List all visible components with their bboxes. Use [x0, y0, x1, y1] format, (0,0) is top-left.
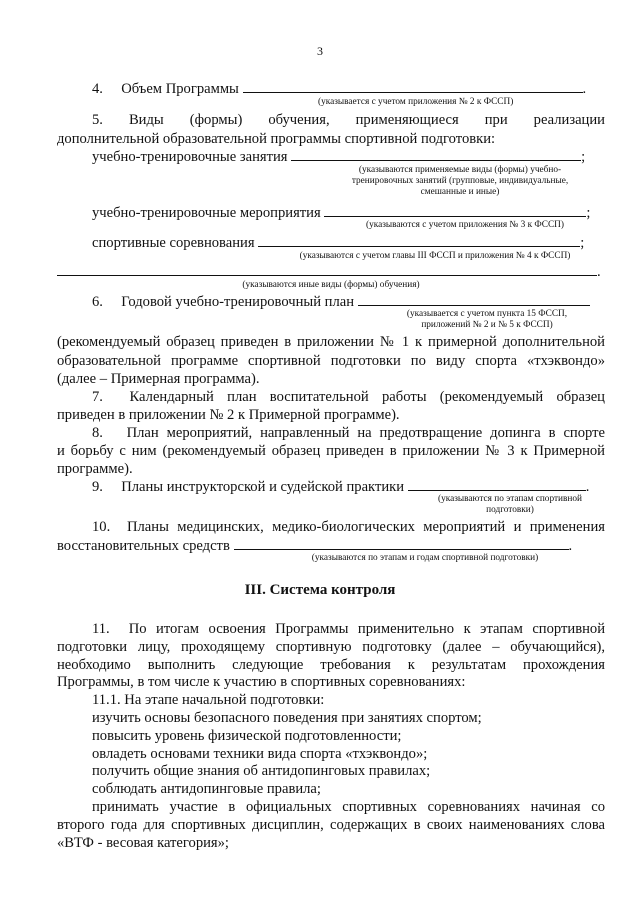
item-5-sub3-caption: (указываются с учетом главы III ФССП и приложения № 4 к ФССП): [299, 251, 571, 261]
item-6-text: 6. Годовой учебно-тренировочный план: [92, 294, 355, 310]
item-5-sub1-caption-2: тренировочных занятий (групповые, индивидуальные,: [351, 176, 569, 186]
item-8-line-1: 8. План мероприятий, направленный на предотвращение допинга в спорте: [92, 425, 605, 441]
item-4-blank[interactable]: [243, 79, 583, 93]
item-9-text: 9. Планы инструкторской и судейской практики: [92, 479, 405, 495]
item-9-blank[interactable]: [408, 477, 586, 491]
requirement-item: повысить уровень физической подготовленности;: [92, 728, 402, 744]
item-6-line-1: (рекомендуемый образец приведен в приложении № 1 к примерной дополнительной: [57, 334, 605, 350]
item-5-sub1-end: ;: [581, 149, 586, 165]
requirement-item: получить общие знания об антидопинговых правилах;: [92, 763, 431, 779]
p11-line-4: Программы, в том числе к участию в спортивных соревнованиях:: [57, 674, 466, 690]
item-5-sub1-text: учебно-тренировочные занятия: [92, 149, 288, 165]
item-6-caption-1: (указывается с учетом пункта 15 ФССП,: [406, 309, 568, 319]
last-req-line-2: второго года для спортивных дисциплин, содержащих в своих наименованиях слова: [57, 817, 605, 833]
item-4-end: .: [582, 81, 587, 97]
item-5-sub3-blank[interactable]: [258, 233, 580, 247]
item-6-line-2: образовательной программе спортивной подготовки по виду спорта «тхэквондо»: [57, 353, 605, 369]
item-4-line: [92, 79, 605, 98]
item-5-sub1-caption-3: смешанные и иные): [420, 187, 500, 197]
page-number: 3: [317, 44, 323, 58]
last-req-line-1: принимать участие в официальных спортивных соревнованиях начиная со: [92, 799, 605, 815]
item-5-line-1: 5. Виды (формы) обучения, применяющиеся при реализации: [92, 112, 605, 128]
item-10-caption: (указываются по этапам и годам спортивной подготовки): [311, 553, 539, 563]
item-5-other-blank[interactable]: [57, 262, 597, 276]
item-5-sub2-text: учебно-тренировочные мероприятия: [92, 205, 321, 221]
item-6-line-3: (далее – Примерная программа).: [57, 371, 260, 387]
item-5-sub3-line: [92, 233, 605, 252]
item-4-text: 4. Объем Программы: [92, 81, 239, 97]
item-4-caption: (указывается с учетом приложения № 2 к ФССП): [318, 97, 514, 107]
item-7-line-1: 7. Календарный план воспитательной работы (рекомендуемый образец: [92, 389, 605, 405]
item-5-other-line: [57, 262, 605, 281]
item-5-sub2-end: ;: [586, 205, 591, 221]
item-5-sub2-caption: (указываются с учетом приложения № 3 к ФССП): [365, 220, 564, 230]
section-heading: III. Система контроля: [244, 582, 396, 598]
requirement-item: соблюдать антидопинговые правила;: [92, 781, 321, 797]
item-5-sub1-caption-1: (указываются применяемые виды (формы) учебно-: [358, 165, 562, 175]
item-8-line-2: и борьбу с ним (рекомендуемый образец приведен в приложении № 3 к Примерной: [57, 443, 605, 459]
last-req-line-3: «ВТФ - весовая категория»;: [57, 835, 229, 851]
item-5-sub1-blank[interactable]: [291, 147, 581, 161]
item-5-other-caption: (указываются иные виды (формы) обучения): [242, 280, 420, 290]
item-5-sub3-end: ;: [580, 235, 585, 251]
item-10-blank[interactable]: [234, 536, 569, 550]
item-5-sub2-blank[interactable]: [324, 203, 586, 217]
item-5-line-2: дополнительной образовательной программы спортивной подготовки:: [57, 131, 496, 147]
item-6-caption-2: приложений № 2 и № 5 к ФССП): [421, 320, 553, 330]
requirement-item: овладеть основами техники вида спорта «тхэквондо»;: [92, 746, 428, 762]
p11-line-3: необходимо выполнить следующие требования к результатам прохождения: [57, 657, 605, 673]
item-8-line-3: программе).: [57, 461, 133, 477]
requirement-item: изучить основы безопасного поведения при занятиях спортом;: [92, 710, 482, 726]
item-10-text: восстановительных средств: [57, 538, 230, 554]
item-9-caption-1: (указываются по этапам спортивной: [437, 494, 582, 504]
p11-1-heading: 11.1. На этапе начальной подготовки:: [92, 692, 325, 708]
item-10-line-1: 10. Планы медицинских, медико-биологических мероприятий и применения: [92, 519, 605, 535]
item-9-end: .: [585, 479, 590, 495]
item-9-caption-2: подготовки): [486, 505, 534, 515]
item-6-blank[interactable]: [358, 292, 590, 306]
p11-line-2: подготовки лицу, проходящему спортивную подготовку (далее – обучающийся),: [57, 639, 605, 655]
item-10-end: .: [568, 538, 573, 554]
item-5-sub3-text: спортивные соревнования: [92, 235, 255, 251]
item-7-line-2: приведен в приложении № 2 к Примерной программе).: [57, 407, 400, 423]
p11-line-1: 11. По итогам освоения Программы применительно к этапам спортивной: [92, 621, 605, 637]
item-5-other-end: .: [597, 264, 601, 280]
item-5-sub1-line: [92, 147, 605, 166]
